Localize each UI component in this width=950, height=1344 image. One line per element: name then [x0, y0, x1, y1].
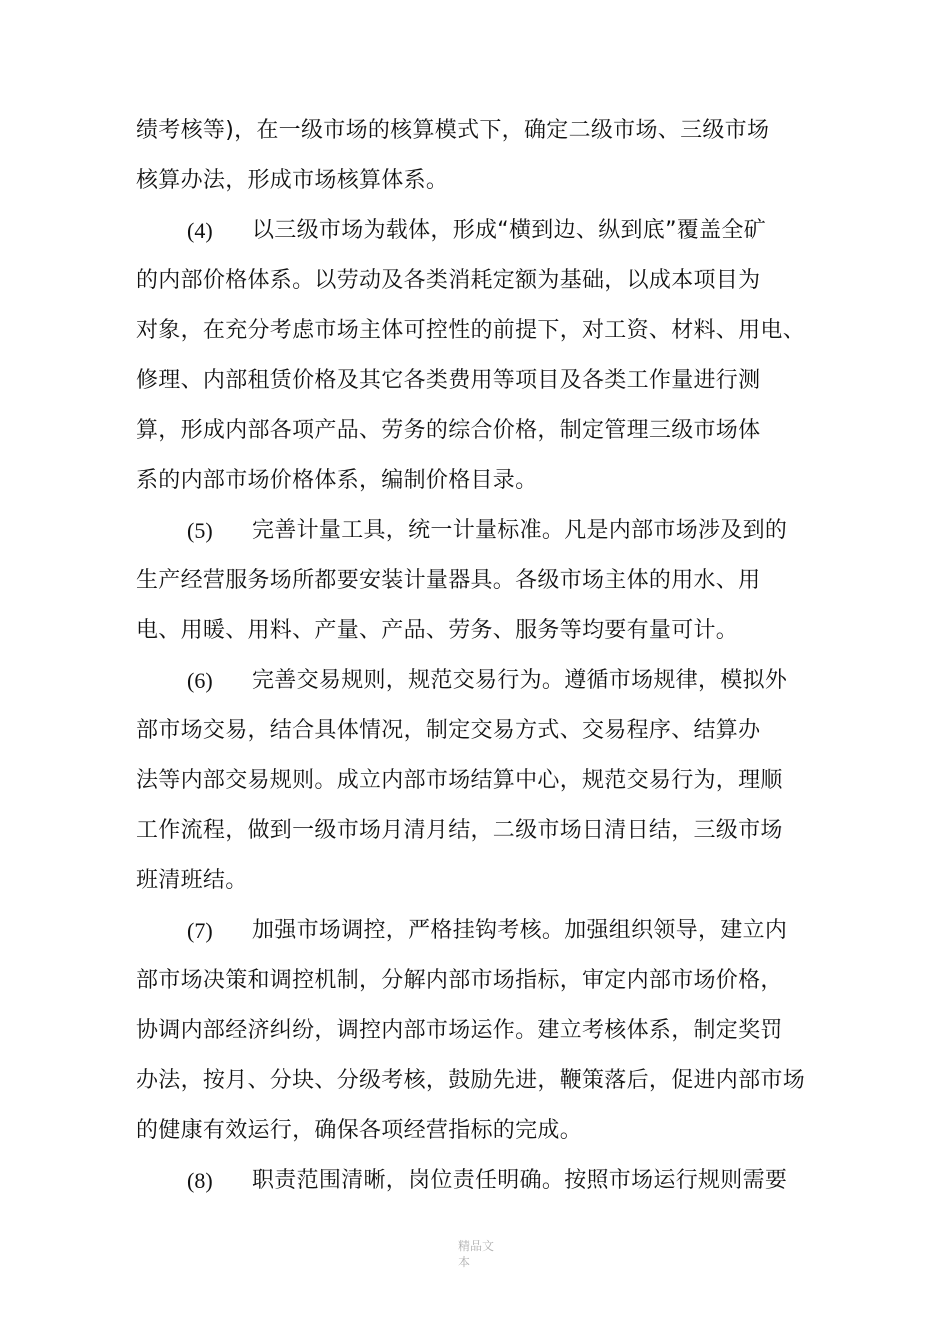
paragraph-line: 绩考核等)，在一级市场的核算模式下，确定二级市场、三级市场 [136, 118, 770, 143]
paragraph-line: 的内部价格体系。以劳动及各类消耗定额为基础，以成本项目为 [136, 268, 761, 293]
paragraph-line: 工作流程，做到一级市场月清月结，二级市场日清日结，三级市场 [136, 818, 783, 843]
paragraph-number: (5) [187, 518, 213, 543]
paragraph-line: 的健康有效运行，确保各项经营指标的完成。 [136, 1118, 583, 1143]
paragraph-line: 加强市场调控，严格挂钩考核。加强组织领导，建立内 [252, 918, 788, 943]
paragraph-number: (7) [187, 918, 213, 943]
paragraph-line: 完善交易规则，规范交易行为。遵循市场规律，模拟外 [252, 668, 788, 693]
paragraph-line: 部市场决策和调控机制，分解内部市场指标，审定内部市场价格， [136, 968, 783, 993]
paragraph-line: 对象，在充分考虑市场主体可控性的前提下，对工资、材料、用电、 [136, 318, 806, 343]
paragraph-line: 算，形成内部各项产品、劳务的综合价格，制定管理三级市场体 [136, 418, 761, 443]
paragraph-line: 核算办法，形成市场核算体系。 [136, 168, 449, 193]
paragraph-line: 系的内部市场价格体系，编制价格目录。 [136, 468, 538, 493]
paragraph-line: 部市场交易，结合具体情况，制定交易方式、交易程序、结算办 [136, 718, 761, 743]
paragraph-line: 电、用暖、用料、产量、产品、劳务、服务等均要有量可计。 [136, 618, 739, 643]
paragraph-number: (4) [187, 218, 213, 243]
paragraph-line: 修理、内部租赁价格及其它各类费用等项目及各类工作量进行测 [136, 368, 761, 393]
paragraph-number: (6) [187, 668, 213, 693]
page-footer [458, 1238, 508, 1270]
paragraph-line: 班清班结。 [136, 868, 248, 893]
paragraph-line: 法等内部交易规则。成立内部市场结算中心，规范交易行为，理顺 [136, 768, 783, 793]
paragraph-line: 以三级市场为载体，形成“横到边、纵到底”覆盖全矿 [252, 218, 766, 243]
paragraph-number: (8) [187, 1168, 213, 1193]
paragraph-line: 完善计量工具，统一计量标准。凡是内部市场涉及到的 [252, 518, 788, 543]
paragraph-line: 协调内部经济纠纷，调控内部市场运作。建立考核体系，制定奖罚 [136, 1018, 783, 1043]
paragraph-line: 生产经营服务场所都要安装计量器具。各级市场主体的用水、用 [136, 568, 761, 593]
paragraph-line: 办法，按月、分块、分级考核，鼓励先进，鞭策落后，促进内部市场 [136, 1068, 806, 1093]
paragraph-line: 职责范围清晰，岗位责任明确。按照市场运行规则需要 [252, 1168, 788, 1193]
footer-line-2: 本 [458, 1255, 471, 1269]
footer-line-1: 精品文 [458, 1239, 495, 1253]
